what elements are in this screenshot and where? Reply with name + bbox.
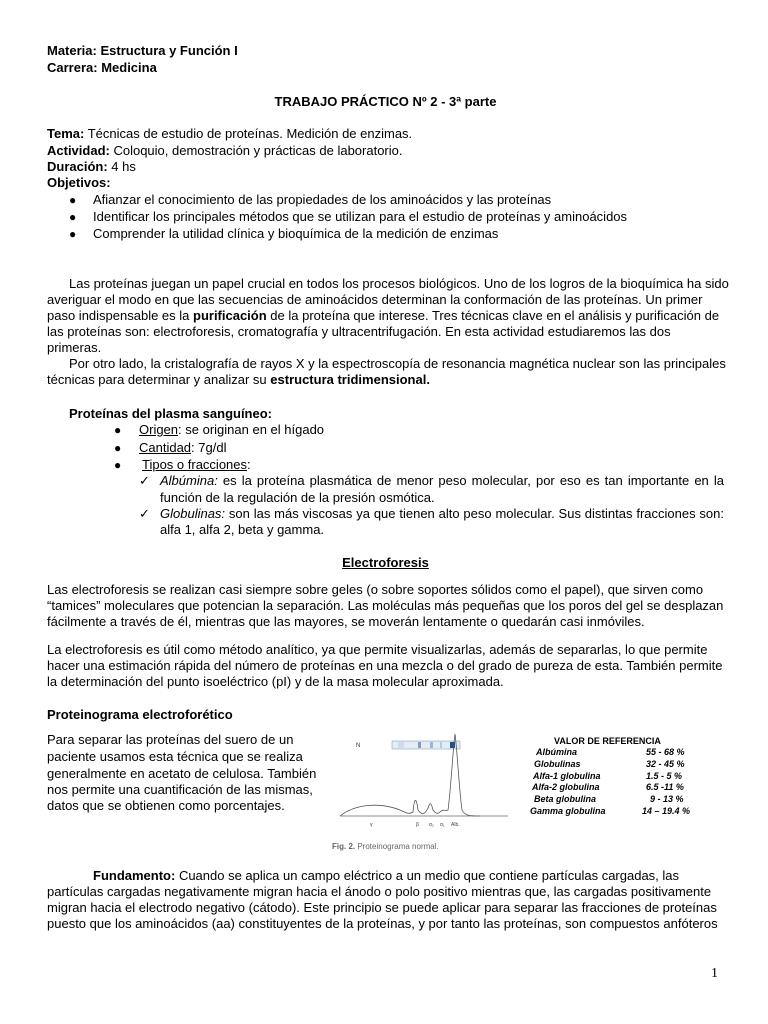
carrera-line: Carrera: Medicina [47,60,157,75]
strip-label: N [356,743,361,749]
bullet-icon: ● [114,441,122,455]
duracion-label: Duración: [47,159,108,174]
fundamento-line: migran hacia el electrodo negativo (cátodo). Este principio se puede aplicar para separar las fracciones de proteínas [47,900,717,915]
bullet-icon: ● [114,458,122,472]
reference-value: 55 - 68 % [646,747,685,757]
electro-line: la determinación del punto isoeléctrico (pI) y de la masa molecular aproximada. [47,674,504,689]
electro-line: Las electroforesis se realizan casi siempre sobre geles (o sobre soportes sólidos como el papel), que sirven como [47,582,704,597]
proteinograma-line: nos permite una cuantificación de las mismas, [47,782,313,797]
proteinogram-figure [330,728,530,856]
duracion-line [47,159,724,175]
axis-label: Alb. [451,822,460,828]
axis-label: γ [370,822,373,828]
plasma-heading: Proteínas del plasma sanguíneo: [69,406,272,421]
intro-line: Las proteínas juegan un papel crucial en todos los procesos biológicos. Uno de los logros de la bioquímica ha sido [69,276,729,291]
intro-line: Por otro lado, la cristalografía de rayos X y la espectroscopía de resonancia magnética nuclear son las principales [69,356,726,371]
reference-name: Beta globulina [534,794,597,804]
actividad-label: Actividad: [47,143,110,158]
reference-name: Alfa-1 globulina [533,771,601,781]
electro-line: fácilmente a través de él, mientras que las mayores, se moverán lentamente o quedarán casi inmóviles. [47,614,645,629]
band-beta [418,742,421,748]
actividad-value: Coloquio, demostración y prácticas de laboratorio. [109,143,403,158]
axis-label: β [416,822,419,828]
objetivo-text: Comprender la utilidad clínica y bioquímica de la medición de enzimas [93,226,499,241]
tema-line [47,126,724,142]
band-alpha1 [440,742,442,748]
objetivos-heading: Objetivos: [47,175,111,190]
page-number: 1 [711,966,718,981]
checkmark-icon: ✓ [139,506,150,521]
albumina-line-1: Albúmina: es la proteína plasmática de menor peso molecular, por eso es tan importante en la [160,473,724,488]
intro-line: averiguar el modo en que las secuencias de aminoácidos determinan la conformación de las proteínas. Un primer [47,292,703,307]
reference-name: Alfa-2 globulina [532,782,600,792]
page-title: TRABAJO PRÁCTICO Nº 2 - 3ª parte [274,94,497,109]
proteinograma-line: paciente usamos esta técnica que se realiza [47,749,303,764]
duracion-value: 4 hs [107,159,136,174]
reference-name: Albúmina [536,747,578,757]
tema-label: Tema: [47,126,85,141]
electro-line: hacer una estimación rápida del número de proteínas en una mezcla o del grado de pureza de esta. También permite [47,658,723,673]
objetivo-text: Identificar los principales métodos que se utilizan para el estudio de proteínas y aminoácidos [93,209,628,224]
bullet-icon: ● [69,210,77,224]
proteinograma-line: Para separar las proteínas del suero de un [47,732,294,747]
proteinograma-line: datos que se obtienen como porcentajes. [47,798,285,813]
reference-title: VALOR DE REFERENCIA [554,736,661,746]
globulinas-line-1: Globulinas: son las más viscosas ya que tienen alto peso molecular. Sus distintas fracciones son: [160,506,724,521]
tema-value: Técnicas de estudio de proteínas. Medición de enzimas. [84,126,413,141]
band-gamma [398,742,404,748]
reference-value: 32 - 45 % [646,759,685,769]
reference-value: 6.5 -11 % [646,782,684,792]
bullet-icon: ● [114,423,122,437]
intro-line: primeras. [47,340,102,355]
electroforesis-heading: Electroforesis [342,555,429,570]
bullet-icon: ● [69,193,77,207]
axis-label: α₂ [429,822,434,828]
reference-value: 9 - 13 % [650,794,684,804]
bullet-icon: ● [69,227,77,241]
fundamento-line: puesto que los aminoácidos (aa) constituyentes de la proteínas, y por tanto las proteínas, son compuestos anfóteros [47,916,718,931]
figure-caption: Fig. 2. Proteinograma normal. [332,842,439,851]
objetivo-text: Afianzar el conocimiento de las propiedades de los aminoácidos y las proteínas [93,192,552,207]
proteinograma-heading: Proteinograma electroforético [47,707,233,722]
fundamento-line: Fundamento: Cuando se aplica un campo eléctrico a un medio que contiene partículas cargadas, las [93,868,680,883]
materia-line: Materia: Estructura y Función I [47,43,238,58]
reference-value: 14 – 19.4 % [642,806,691,816]
fundamento-line: partículas cargadas negativamente migran hacia el ánodo o polo positivo mientras que, las cargadas positivamente [47,884,712,899]
electro-line: “tamices” moleculares que potencian la separación. Las moléculas más pequeñas que los poros del gel se desplazan [47,598,724,613]
reference-name: Gamma globulina [530,806,606,816]
checkmark-icon: ✓ [139,473,150,488]
electro-line: La electroforesis es útil como método analítico, ya que permite visualizarlas, además de separarlas, lo que permite [47,642,708,657]
band-alpha2 [430,742,433,748]
intro-line: las proteínas son: electroforesis, cromatografía y ultracentrifugación. En esta actividad estudiaremos las dos [47,324,671,339]
reference-name: Globulinas [534,759,581,769]
reference-value: 1.5 - 5 % [646,771,683,781]
intro-line: paso indispensable es la purificación de la proteína que interese. Tres técnicas clave en el análisis y purificación de [47,308,720,323]
actividad-line [47,143,724,159]
proteinograma-line: generalmente en acetato de celulosa. También [47,766,317,781]
axis-label: α₁ [440,822,445,828]
intro-line: técnicas para determinar y analizar su estructura tridimensional. [47,372,430,387]
